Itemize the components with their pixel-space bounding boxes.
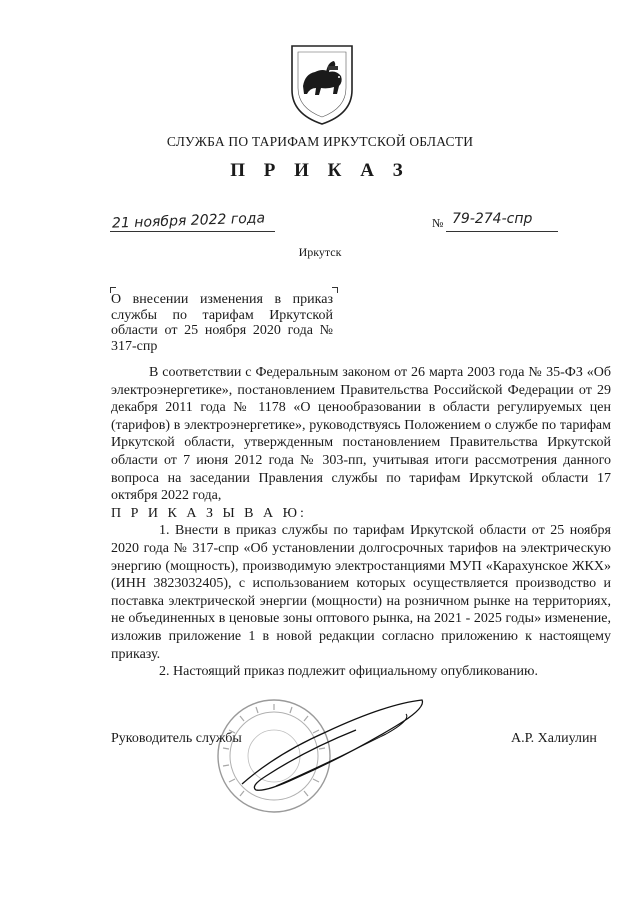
agency-name: СЛУЖБА ПО ТАРИФАМ ИРКУТСКОЙ ОБЛАСТИ [166, 134, 474, 149]
document-subject: О внесении изменения в приказ службы по тарифам Иркутской области от 25 ноября 2020 года № 317-спр [111, 292, 333, 354]
number-label: № [432, 216, 444, 230]
signer-position: Руководитель службы [111, 731, 242, 746]
order-item-2: 2. Настоящий приказ подлежит официальному опубликованию. [159, 664, 538, 680]
handwritten-date: 21 ноября 2022 года [111, 210, 266, 232]
coat-of-arms-icon [288, 42, 356, 126]
preamble-paragraph: В соответствии с Федеральным законом от 26 марта 2003 года № 35-ФЗ «Об электроэнергетике», постановлением Правительства Российской Федерации от 29 декабря 2011 года № 1178 «О ценообразовании в области регулируемых цен (тарифов) в электроэнергетике», руководствуясь Положением о службе по тарифам Иркутской области, утвержденным постановлением Правительства Иркутской области от 7 июня 2012 года № 303-пп, учитывая итоги рассмотрения данного вопроса на заседании Правления службы по тарифам Иркутской области 17 октября 2022 года, [111, 365, 611, 504]
document-body [111, 364, 611, 681]
order-word: П Р И К А З Ы В А Ю: [111, 505, 307, 521]
order-item-1: 1. Внести в приказ службы по тарифам Иркутской области от 25 ноября 2020 года № 317-спр «Об установлении долгосрочных тарифов на электрическую энергию (мощность), производимую электростанциями МУП «Карахунское ЖКХ» (ИНН 3823032405), с использованием которых осуществляется производство и поставка электрической энергии (мощности) на розничном рынке на территориях, не объединенных в ценовые зоны оптового рынка, на 2021 - 2025 годы» изменение, изложив приложение 1 в новой редакции согласно приложению к настоящему приказу. [111, 523, 611, 662]
signer-name: А.Р. Халиулин [511, 731, 597, 746]
handwritten-signature [236, 694, 432, 798]
number-underline [446, 231, 558, 232]
document-type-title: П Р И К А З [230, 160, 410, 181]
date-underline [110, 231, 275, 232]
handwritten-number: 79-274-спр [452, 211, 533, 227]
city-name: Иркутск [298, 245, 342, 259]
